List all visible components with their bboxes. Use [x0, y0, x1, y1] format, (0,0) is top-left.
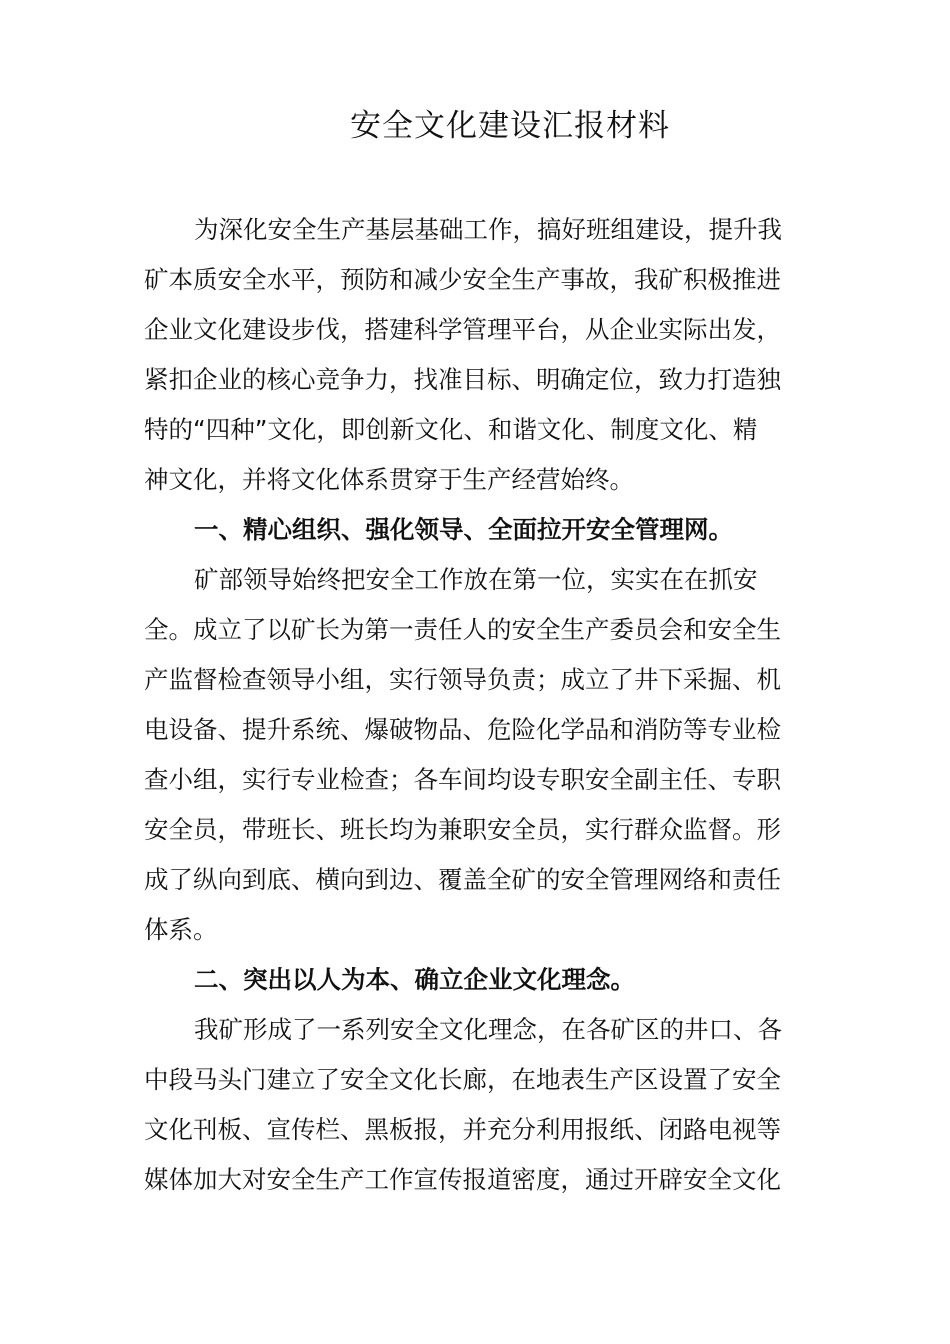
- paragraph-line: 安全员，带班长、班长均为兼职安全员，实行群众监督。形: [144, 815, 781, 844]
- paragraph-line: 矿部领导始终把安全工作放在第一位，实实在在抓安: [194, 565, 758, 594]
- paragraph-line: 紧扣企业的核心竞争力，找准目标、明确定位，致力打造独: [144, 365, 781, 394]
- document-body: [144, 205, 814, 1205]
- paragraph-line: 电设备、提升系统、爆破物品、危险化学品和消防等专业检: [144, 715, 781, 744]
- paragraph-line: 查小组，实行专业检查；各车间均设专职安全副主任、专职: [144, 765, 781, 794]
- paragraph-line: 体系。: [144, 915, 218, 944]
- paragraph-line: 为深化安全生产基层基础工作，搞好班组建设，提升我: [194, 215, 782, 244]
- paragraph-line: 中段马头门建立了安全文化长廊，在地表生产区设置了安全: [144, 1065, 781, 1094]
- section-heading: 一、精心组织、强化领导、全面拉开安全管理网。: [194, 515, 733, 544]
- section-heading: 二、突出以人为本、确立企业文化理念。: [194, 965, 635, 994]
- paragraph-line: 产监督检查领导小组，实行领导负责；成立了井下采掘、机: [144, 665, 781, 694]
- paragraph-line: 全。成立了以矿长为第一责任人的安全生产委员会和安全生: [144, 615, 781, 644]
- paragraph-line: 文化刊板、宣传栏、黑板报，并充分利用报纸、闭路电视等: [144, 1115, 781, 1144]
- paragraph-line: 我矿形成了一系列安全文化理念，在各矿区的井口、各: [194, 1015, 782, 1044]
- document-title: 安全文化建设汇报材料: [350, 108, 670, 144]
- paragraph-line: 神文化，并将文化体系贯穿于生产经营始终。: [144, 465, 634, 494]
- paragraph-line: 成了纵向到底、横向到边、覆盖全矿的安全管理网络和责任: [144, 865, 781, 894]
- paragraph-line: 媒体加大对安全生产工作宣传报道密度，通过开辟安全文化: [144, 1165, 781, 1194]
- paragraph-line: 特的“四种”文化，即创新文化、和谐文化、制度文化、精: [144, 415, 758, 444]
- paragraph-line: 企业文化建设步伐，搭建科学管理平台，从企业实际出发，: [144, 315, 781, 344]
- paragraph-line: 矿本质安全水平，预防和减少安全生产事故，我矿积极推进: [144, 265, 781, 294]
